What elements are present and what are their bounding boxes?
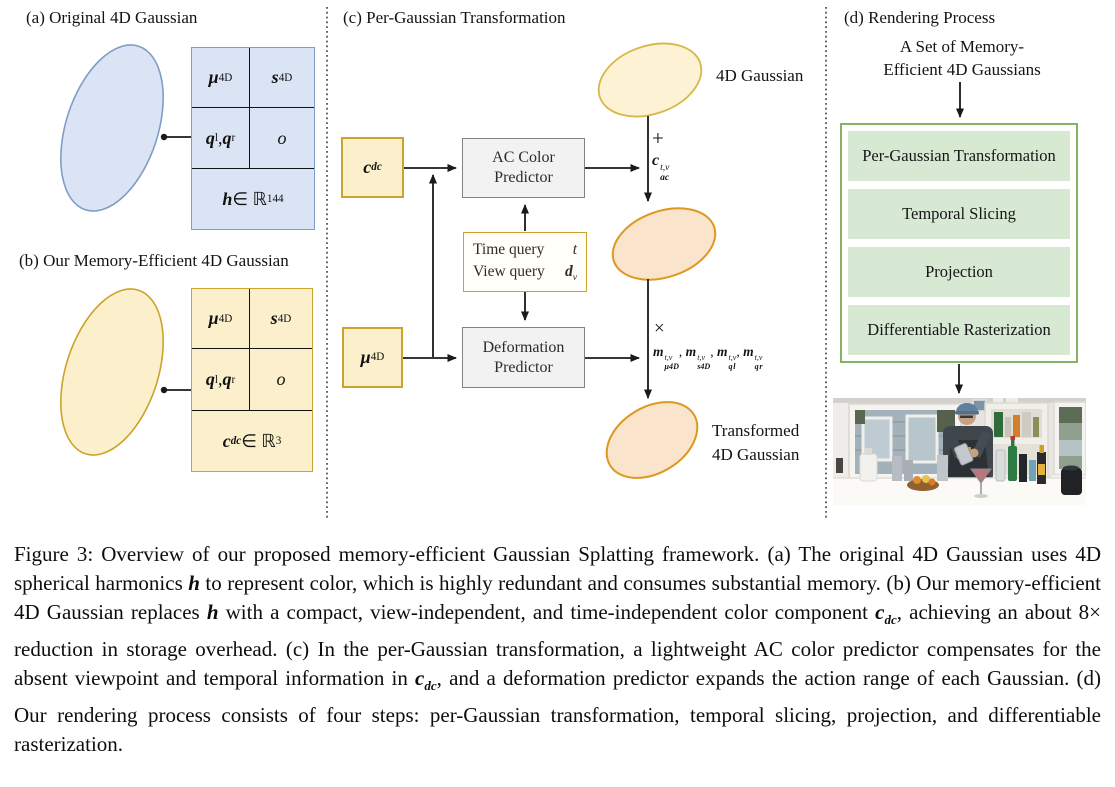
4d-gaussian-ellipse <box>589 31 711 130</box>
ac-color-predictor-box: AC Color Predictor <box>462 138 585 198</box>
transformed-gaussian-ellipse <box>593 386 711 493</box>
cdc-input-box: c dc <box>341 137 404 198</box>
memory-efficient-table <box>191 288 313 472</box>
color-adjusted-gaussian-ellipse <box>603 196 725 293</box>
panel-d-title: (d) Rendering Process <box>844 8 996 27</box>
cell-s4d: s 4D <box>250 48 314 108</box>
step-projection: Projection <box>848 247 1070 297</box>
step-per-gaussian-transformation: Per-Gaussian Transformation <box>848 131 1070 181</box>
cell-opacity: o <box>250 349 312 411</box>
view-query-label: View query <box>473 262 545 280</box>
gaussian-label: 4D Gaussian <box>716 66 804 85</box>
times-sign: × <box>654 318 665 339</box>
rendering-pipeline <box>840 123 1078 363</box>
cell-mu4d: μ 4D <box>192 48 250 108</box>
panel-b-title: (b) Our Memory-Efficient 4D Gaussian <box>19 251 289 270</box>
ac-color-term: c t,v ac <box>652 152 670 184</box>
plus-sign: + <box>652 126 664 150</box>
memory-efficient-gaussian-ellipse <box>42 276 183 468</box>
step-temporal-slicing: Temporal Slicing <box>848 189 1070 239</box>
cell-dc-color: c dc ∈ ℝ 3 <box>192 411 312 471</box>
time-query-var: t <box>572 241 577 259</box>
cell-opacity: o <box>250 108 314 169</box>
view-query-row <box>473 262 577 284</box>
panel-c-title: (c) Per-Gaussian Transformation <box>343 8 566 27</box>
rendered-frame-photo <box>833 398 1086 505</box>
connector-b-dot <box>161 387 167 393</box>
original-gaussian-ellipse <box>42 32 183 224</box>
cell-qlqr: q l , q r <box>192 108 250 169</box>
figure-caption: Figure 3: Overview of our proposed memory-efficient Gaussian Splatting framework. (a) The original 4D Gaussian uses 4D spherical harmonics h to represent color, which is highly redundant and consumes substantial memory. (b) Our memory-efficient 4D Gaussian replaces h with a compact, view-independent, and time-independent color component $c_{dc}$, achieving an about 8× reduction in storage overhead. (c) In the per-Gaussian transformation, a lightweight AC color predictor compensates for the absent viewpoint and temporal information in $c_{dc}$, and a deformation predictor expands the action range of each Gaussian. (d) Our rendering process consists of four steps: per-Gaussian transformation, temporal slicing, projection, and differentiable rasterization. <box>14 542 1102 756</box>
cell-mu4d: μ 4D <box>192 289 250 349</box>
step-differentiable-rasterization: Differentiable Rasterization <box>848 305 1070 355</box>
cell-s4d: s 4D <box>250 289 312 349</box>
connector-a-dot <box>161 134 167 140</box>
mu4d-input-box: μ 4D <box>342 327 403 388</box>
transformed-gaussian-label: Transformed 4D Gaussian <box>712 421 800 464</box>
cell-sh-coefficients: h ∈ ℝ 144 <box>192 169 314 229</box>
original-gaussian-table <box>191 47 315 230</box>
panel-a-title: (a) Original 4D Gaussian <box>26 8 198 27</box>
view-query-var: $d_v$ <box>564 262 577 283</box>
time-query-label: Time query <box>473 241 545 259</box>
cell-qlqr: q l , q r <box>192 349 250 411</box>
time-query-row <box>473 240 577 259</box>
gaussian-set-label: A Set of Memory-Efficient 4D Gaussians <box>883 37 1041 79</box>
deformation-predictor-box: Deformation Predictor <box>462 327 585 388</box>
deformation-terms: m t,v μ4D , m t,v s4D , m t,v q l , m t,v q r <box>653 344 763 371</box>
query-box <box>463 232 587 292</box>
